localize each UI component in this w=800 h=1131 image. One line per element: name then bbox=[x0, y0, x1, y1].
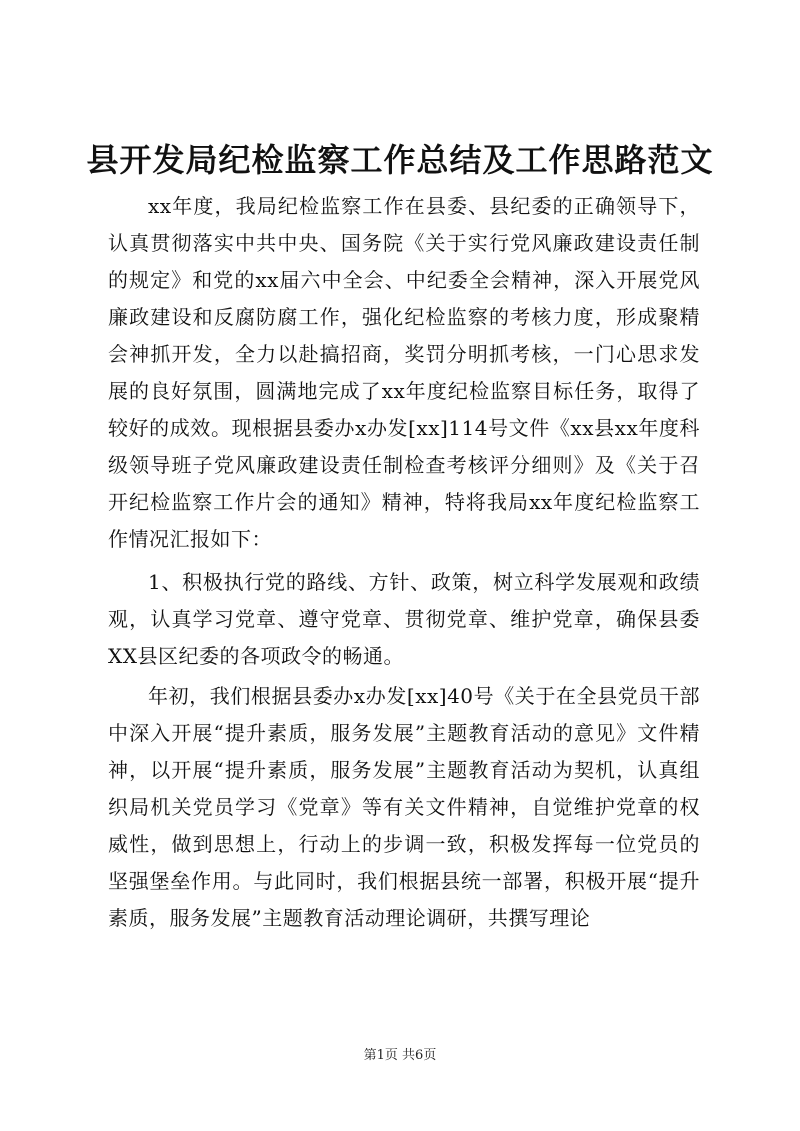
paragraph-item-1: 1、积极执行党的路线、方针、政策，树立科学发展观和政绩观，认真学习党章、遵守党章、贯彻党章、维护党章，确保县委XX县区纪委的各项政令的畅通。 bbox=[108, 570, 700, 668]
page-footer: 第1页 共6页 bbox=[363, 1048, 437, 1063]
document-body bbox=[108, 188, 700, 978]
paragraph-intro: xx年度，我局纪检监察工作在县委、县纪委的正确领导下，认真贯彻落实中共中央、国务院《关于实行党风廉政建设责任制的规定》和党的xx届六中全会、中纪委全会精神，深入开展党风廉政建设和反腐防腐工作，强化纪检监察的考核力度，形成聚精会神抓开发，全力以赴搞招商，奖罚分明抓考核，一门心思求发展的良好氛围，圆满地完成了xx年度纪检监察目标任务，取得了较好的成效。现根据县委办x办发[xx]114号文件《xx县xx年度科级领导班子党风廉政建设责任制检查考核评分细则》及《关于召开纪检监察工作片会的通知》精神，特将我局xx年度纪检监察工作情况汇报如下： bbox=[108, 194, 700, 551]
paragraph-early-year: 年初，我们根据县委办x办发[xx]40号《关于在全县党员干部中深入开展“提升素质，服务发展”主题教育活动的意见》文件精神，以开展“提升素质，服务发展”主题教育活动为契机，认真组织局机关党员学习《党章》等有关文件精神，自觉维护党章的权威性，做到思想上，行动上的步调一致，积极发挥每一位党员的坚强堡垒作用。与此同时，我们根据县统一部署，积极开展“提升素质，服务发展”主题教育活动理论调研，共撰写理论 bbox=[108, 684, 700, 930]
document-title: 县开发局纪检监察工作总结及工作思路范文 bbox=[86, 141, 714, 179]
